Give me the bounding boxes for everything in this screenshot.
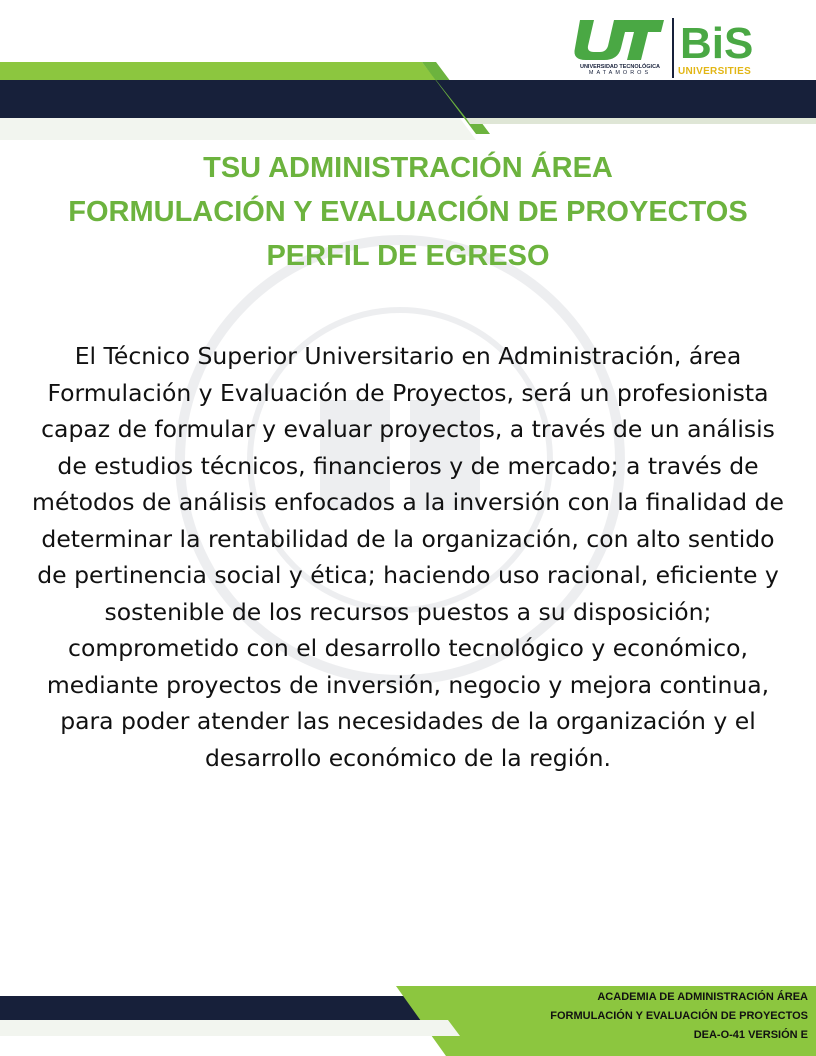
title-line-2: FORMULACIÓN Y EVALUACIÓN DE PROYECTOS	[68, 196, 748, 228]
page-title	[0, 146, 816, 278]
profile-paragraph: El Técnico Superior Universitario en Administración, área Formulación y Evaluación de Proyectos, será un profesionista capaz de formular y evaluar proyectos, a través de un análisis de estudios técnicos, financieros y de mercado; a través de métodos de análisis enfocados a la inversión con la finalidad de determinar la rentabilidad de la organización, con alto sentido de pertinencia social y ética; haciendo uso racional, eficiente y sostenible de los recursos puestos a su disposición; comprometido con el desarrollo tecnológico y económico, mediante proyectos de inversión, negocio y mejora continua, para poder atender las necesidades de la organización y el desarrollo económico de la región.	[32, 342, 784, 772]
footer-reference	[428, 988, 808, 1045]
footer-line-3: DEA-O-41 VERSIÓN E	[693, 1029, 808, 1041]
title-line-1: TSU ADMINISTRACIÓN ÁREA	[203, 152, 613, 184]
footer-line-2: FORMULACIÓN Y EVALUACIÓN DE PROYECTOS	[550, 1010, 808, 1022]
bis-logo-sublabel: UNIVERSITIES	[678, 66, 752, 77]
logo-divider	[672, 18, 674, 78]
title-line-3: PERFIL DE EGRESO	[266, 240, 550, 272]
institution-logo	[572, 14, 772, 80]
bis-logo-icon	[678, 14, 758, 66]
footer-line-1: ACADEMIA DE ADMINISTRACIÓN ÁREA	[597, 991, 808, 1003]
svg-text:BiS: BiS	[680, 19, 754, 66]
ut-logo-icon	[572, 14, 664, 62]
ut-logo-text: UNIVERSIDAD TECNOLÓGICA MATAMOROS	[579, 64, 661, 76]
